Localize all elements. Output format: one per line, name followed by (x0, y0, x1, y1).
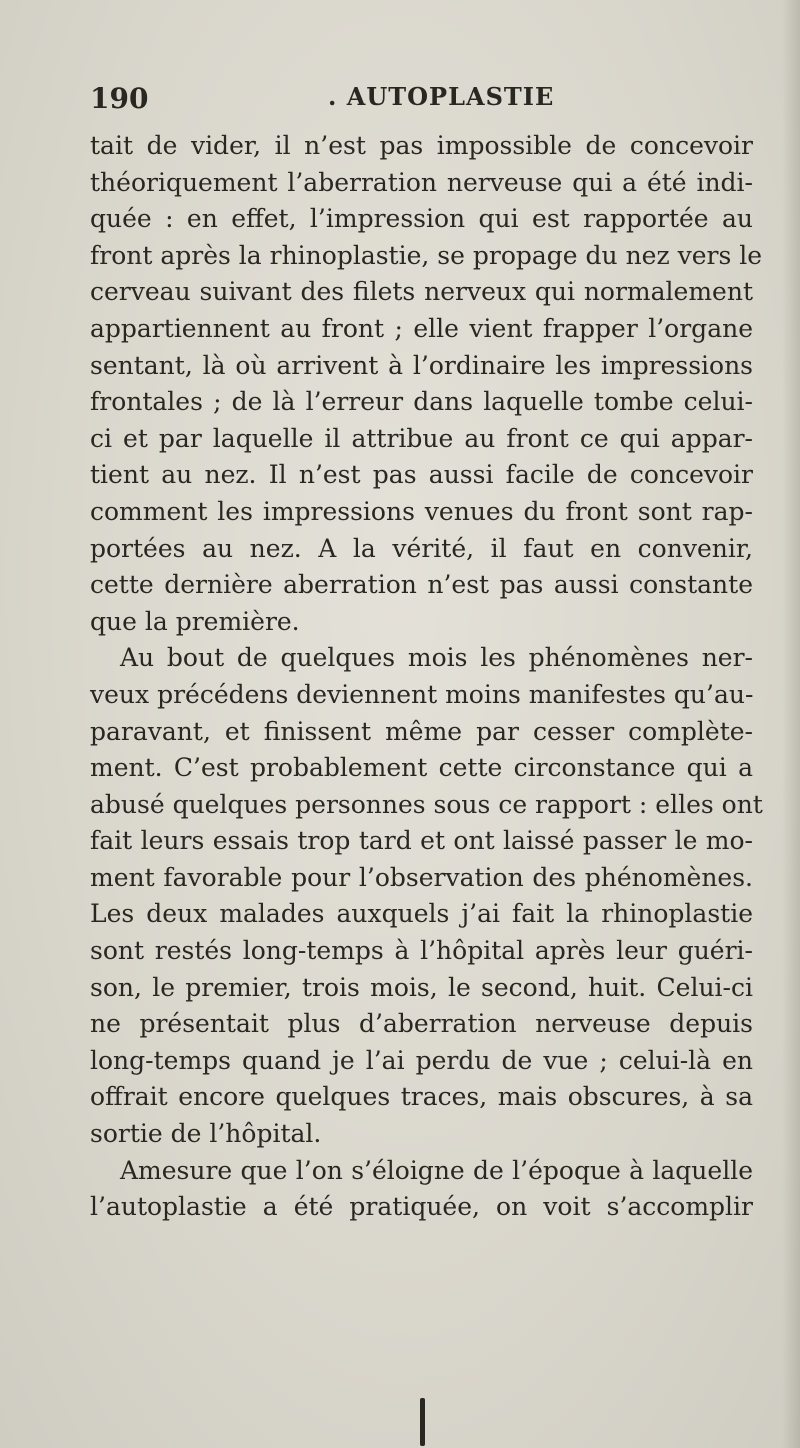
text-line: comment les impressions venues du front sont rap- (90, 496, 753, 526)
text-line: ne présentait plus d’aberration nerveuse depuis (90, 1009, 753, 1039)
text-line: sont restés long-temps à l’hôpital après leur guéri- (90, 936, 753, 966)
text-line: appartiennent au front ; elle vient frapper l’organe (90, 313, 753, 343)
paragraph-start-line: Au bout de quelques mois les phénomènes ner- (120, 643, 753, 673)
page-number: 190 (90, 82, 149, 115)
text-line: sentant, là où arrivent à l’ordinaire les impressions (90, 350, 753, 380)
text-line: frontales ; de là l’erreur dans laquelle tombe celui- (90, 387, 753, 417)
text-line: quée : en effet, l’impression qui est rapportée au (90, 204, 753, 234)
paragraph-end-line: que la première. (90, 606, 300, 636)
text-line: théoriquement l’aberration nerveuse qui a été indi- (90, 167, 753, 197)
text-line: ment. C’est probablement cette circonstance qui a (90, 753, 753, 783)
text-line: offrait encore quelques traces, mais obscures, à sa (90, 1082, 753, 1112)
paragraph-start-line: Amesure que l’on s’éloigne de l’époque à laquelle (120, 1155, 753, 1185)
text-line: abusé quelques personnes sous ce rapport : elles ont (90, 789, 763, 819)
text-line: veux précédens deviennent moins manifestes qu’au- (90, 679, 754, 709)
text-line: front après la rhinoplastie, se propage du nez vers le (90, 240, 763, 270)
text-line: paravant, et finissent même par cesser complète- (90, 716, 753, 746)
text-line: portées au nez. A la vérité, il faut en convenir, (90, 533, 753, 563)
paragraph-end-line: sortie de l’hôpital. (90, 1119, 322, 1149)
text-line: ment favorable pour l’observation des phénomènes. (90, 862, 753, 892)
text-line: cette dernière aberration n’est pas aussi constante (90, 570, 753, 600)
running-title: . AUTOPLASTIE (328, 82, 555, 111)
text-line: long-temps quand je l’ai perdu de vue ; celui-là en (90, 1045, 753, 1075)
page-edge-shadow (782, 0, 800, 1448)
text-line: tient au nez. Il n’est pas aussi facile de concevoir (90, 460, 753, 490)
signature-mark (420, 1398, 425, 1446)
text-line: tait de vider, il n’est pas impossible de concevoir (90, 131, 753, 160)
body-text (90, 128, 763, 1226)
text-line: son, le premier, trois mois, le second, huit. Celui-ci (90, 972, 753, 1002)
text-line: fait leurs essais trop tard et ont laissé passer le mo- (90, 826, 753, 856)
running-head (90, 82, 750, 122)
text-line: ci et par laquelle il attribue au front ce qui appar- (90, 423, 753, 453)
text-line: Les deux malades auxquels j’ai fait la rhinoplastie (90, 899, 753, 929)
text-line: l’autoplastie a été pratiquée, on voit s’accomplir (90, 1192, 753, 1222)
text-line: cerveau suivant des filets nerveux qui normalement (90, 277, 753, 307)
